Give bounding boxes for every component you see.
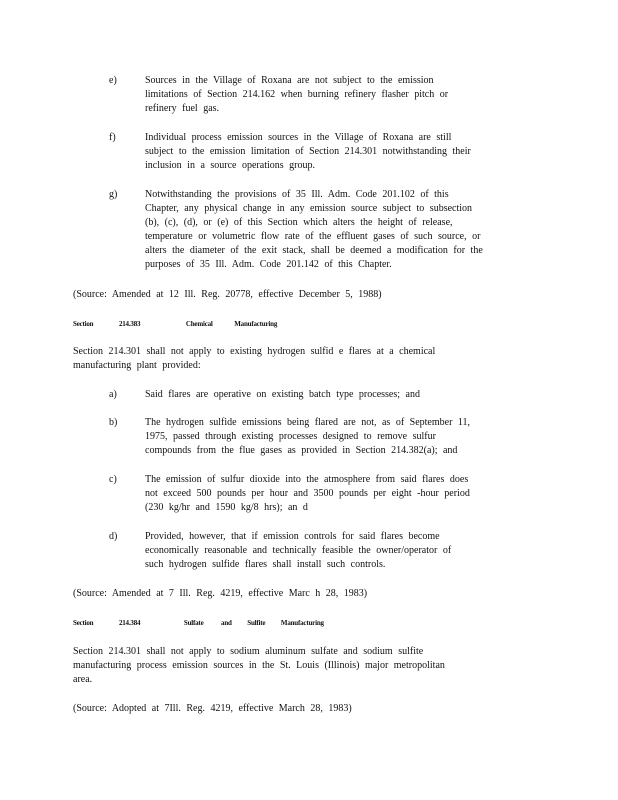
item-text-line: not exceed 500 pounds per hour and 3500 pounds per eight -hour period [145, 488, 470, 499]
section-number: 214.383 [118, 320, 141, 328]
item-text-line: Individual process emission sources in the Village of Roxana are still [145, 132, 452, 143]
section-number: 214.384 [118, 619, 141, 627]
source-note: (Source: Amended at 7 Ill. Reg. 4219, effective Marc h 28, 1983) [73, 588, 368, 599]
section-title-word: Chemical [185, 320, 213, 328]
item-text-line: Chapter, any physical change in any emission source subject to subsection [145, 203, 473, 214]
section-title-word: Sulfite [247, 619, 266, 627]
section-heading [73, 618, 324, 628]
item-text-line: refinery fuel gas. [145, 103, 220, 114]
item-text-line: such hydrogen sulfide flares shall install such controls. [145, 559, 386, 570]
item-text-line: temperature or volumetric flow rate of the effluent gases of such source, or [145, 231, 481, 242]
item-label: a) [109, 389, 117, 400]
item-text-line: inclusion in a source operations group. [145, 160, 315, 171]
section-title-word: Sulfate [183, 619, 204, 627]
item-text-line: purposes of 35 Ill. Adm. Code 201.142 of this Chapter. [145, 259, 392, 270]
item-label: e) [109, 75, 117, 86]
item-text-line: The hydrogen sulfide emissions being flared are not, as of September 11, [145, 417, 471, 428]
item-text-line: alters the diameter of the exit stack, shall be deemed a modification for the [145, 245, 483, 256]
item-text-line: Said flares are operative on existing batch type processes; and [145, 389, 420, 400]
section-word: Section [73, 320, 94, 328]
item-label: g) [109, 189, 118, 200]
source-note: (Source: Amended at 12 Ill. Reg. 20778, effective December 5, 1988) [73, 289, 382, 300]
section-title-word: Manufacturing [234, 320, 278, 328]
section-heading [73, 319, 277, 329]
paragraph-line: manufacturing plant provided: [73, 360, 201, 371]
item-text-line: compounds from the flue gases as provided in Section 214.382(a); and [145, 445, 458, 456]
paragraph-line: Section 214.301 shall not apply to sodium aluminum sulfate and sodium sulfite [73, 646, 424, 657]
section-word: Section [73, 619, 94, 627]
source-note: (Source: Adopted at 7Ill. Reg. 4219, effective March 28, 1983) [73, 703, 352, 714]
item-text-line: limitations of Section 214.162 when burning refinery flasher pitch or [145, 89, 449, 100]
item-label: f) [109, 132, 116, 143]
section-title-word: and [221, 619, 232, 627]
paragraph-line: Section 214.301 shall not apply to existing hydrogen sulfid e flares at a chemical [73, 346, 436, 357]
paragraph-line: area. [73, 674, 93, 685]
item-text-line: 1975, passed through existing processes designed to remove sulfur [145, 431, 436, 442]
item-text-line: The emission of sulfur dioxide into the atmosphere from said flares does [145, 474, 469, 485]
item-text-line: Notwithstanding the provisions of 35 Ill. Adm. Code 201.102 of this [145, 189, 449, 200]
paragraph-line: manufacturing process emission sources in the St. Louis (Illinois) major metropolitan [73, 660, 445, 671]
item-text-line: Provided, however, that if emission controls for said flares become [145, 531, 440, 542]
item-text-line: (230 kg/hr and 1590 kg/8 hrs); an d [145, 502, 308, 513]
item-label: c) [109, 474, 117, 485]
item-text-line: economically reasonable and technically feasible the owner/operator of [145, 545, 452, 556]
item-text-line: (b), (c), (d), or (e) of this Section which alters the height of release, [145, 217, 453, 228]
item-label: b) [109, 417, 118, 428]
section-title-word: Manufacturing [280, 619, 324, 627]
item-text-line: subject to the emission limitation of Section 214.301 notwithstanding their [145, 146, 471, 157]
item-text-line: Sources in the Village of Roxana are not subject to the emission [145, 75, 434, 86]
item-label: d) [109, 531, 118, 542]
